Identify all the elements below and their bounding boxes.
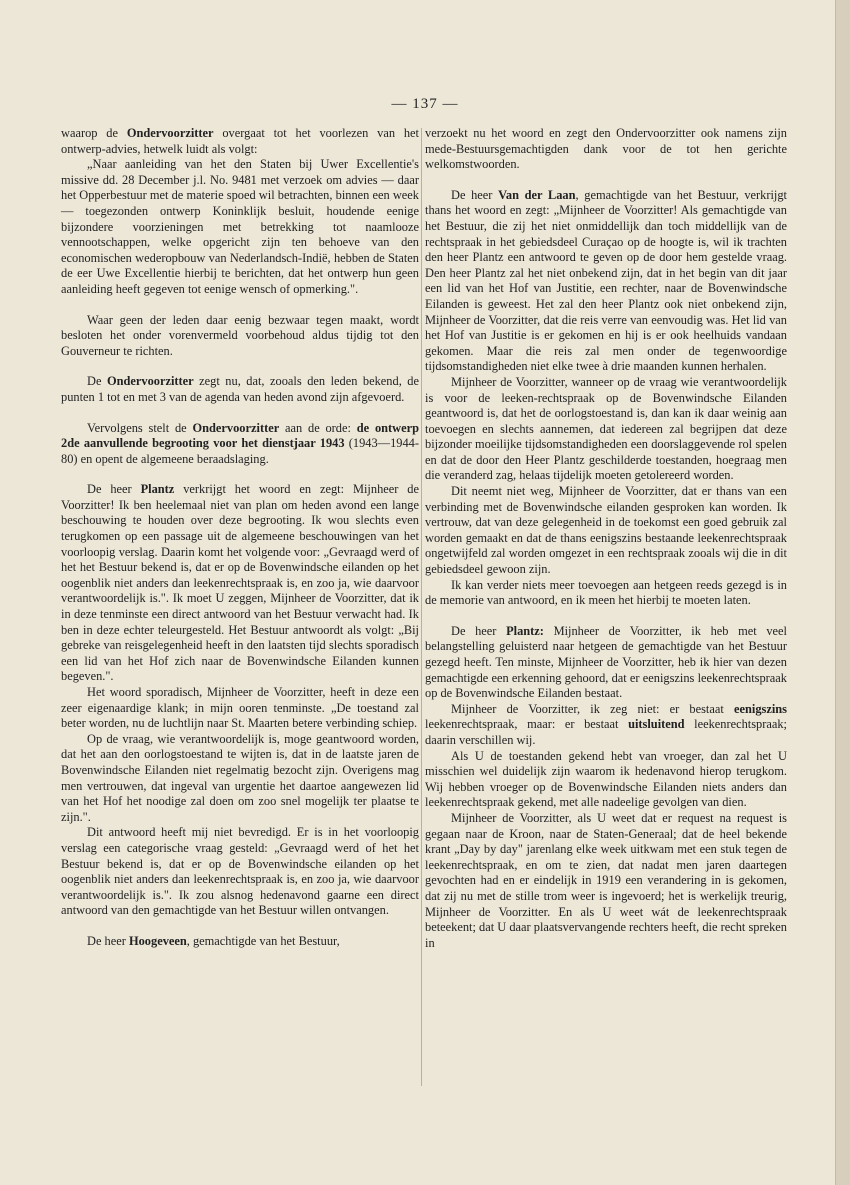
paragraph: Mijnheer de Voorzitter, als U weet dat er request na request is gegaan naar de Kroon, naar de Staten-Generaal; dat de heel bekende krant „Day by day" jarenlang elke week uitkwam met een stuk tegen de leekenrechtspraak, en om te zien, dat nadat men jaren daartegen gevochten had en er eindelijk in 1919 een verandering in is gekomen, dat zij nu met de stille trom weer is ingevoerd; het is werkelijk treurig, Mijnheer de Voorzitter. En als U weet wát de leekenrechtspraak beteekent; dat U daar plaatsvervangende rechters heeft, die recht spreken in (425, 810, 787, 950)
bold-name: Hoogeveen (128, 933, 187, 948)
paragraph: Mijnheer de Voorzitter, wanneer op de vraag wie verantwoordelijk is voor de leeken-rechtspraak op de Bovenwindsche Eilanden geantwoord is, dat het de oorlogstoestand is, dan kan ik daar weinig aan toevoegen en slechts aannemen, dat iedereen zal begrijpen dat deze bijzonder moeilijke tijdsomstandigheden een doorslaggevende rol spelen en dat de door den Heer Plantz geschilderde toestanden, hoegraag men die veranderd zag, helaas tijdelijk moeten getolereerd worden. (425, 374, 787, 483)
paragraph: Op de vraag, wie verantwoordelijk is, moge geantwoord worden, dat het aan den oorlogstoestand te wijten is, dat in de laatste jaren de Bovenwindsche Eilanden niet regelmatig bezocht zijn. Overigens mag men vertrouwen, dat ingeval van urgentie het daartoe aangewezen lid van het Hof het noodige zal doen om zoo snel mogelijk ter plaatse te zijn.". (61, 731, 419, 824)
paragraph: De heer Van der Laan, gemachtigde van het Bestuur, verkrijgt thans het woord en zegt: „Mijnheer de Voorzitter! Als gemachtigde van het Bestuur, die zij het niet onmiddellijk dan toch middellijk van de rechtspraak in het gebiedsdeel Curaçao op de hoogte is, wil ik trachten den heer Plantz een antwoord te geven op de door hem gestelde vraag. Den heer Plantz zal het niet onbekend zijn, dat in het begin van dit jaar een lid van het Hof van Justitie, een rechter, naar de Bovenwindsche Eilanden is geweest. Het zal den heer Plantz ook niet onbekend zijn, Mijnheer de Voorzitter, dat die reis verre van eenvoudig was. Het lid van het Hof van Justitie is er gekomen en hij is er ook heelhuids vandaan gekomen. Maar die reis zal men onder de tegenwoordige tijdsomstandigheden niet elke twee à drie maanden kunnen herhalen. (425, 187, 787, 374)
paragraph: De heer Plantz verkrijgt het woord en zegt: Mijnheer de Voorzitter! Ik ben heelemaal niet van plan om heden avond een lange beschouwing te houden over deze begrooting. Ik wou slechts even terugkomen op een passage uit de algemeene beschouwingen van het voorloopig verslag. Daarin komt het volgende voor: „Gevraagd werd of het het Bestuur bekend is, dat er op de Bovenwindsche eilanden op het oogenblik niet anders dan leekenrechtspraak is, en zoo ja, wie daarvoor verantwoordelijk is.". Ik moet U zeggen, Mijnheer de Voorzitter, dat ik in deze tenminste een direct antwoord van het Bestuur verwacht had. Ik ben in deze echter teleurgesteld. Het Bestuur antwoordt als volgt: „Bij gebreke van reisgelegenheid heeft in den laatsten tijd slechts sporadisch een lid van het Hof zich naar de Bovenwindsche Eilanden kunnen begeven.". (61, 482, 419, 684)
paragraph: verzoekt nu het woord en zegt den Ondervoorzitter ook namens zijn mede-Bestuursgemachtigden dank voor de tot hen gerichte welkomstwoorden. (425, 126, 787, 172)
bold-name: uitsluitend (628, 717, 685, 732)
paragraph: Ik kan verder niets meer toevoegen aan hetgeen reeds gezegd is in de memorie van antwoord, en ik meen het hierbij te moeten laten. (425, 577, 787, 608)
bold-name: Ondervoorzitter (106, 374, 194, 389)
paragraph: Mijnheer de Voorzitter, ik zeg niet: er bestaat eenigszins leekenrechtspraak, maar: er bestaat uitsluitend leekenrechtspraak; daarin verschillen wij. (425, 701, 787, 747)
paragraph: Vervolgens stelt de Ondervoorzitter aan de orde: de ontwerp 2de aanvullende begrooting voor het dienstjaar 1943 (1943—1944-80) en opent de algemeene beraadslaging. (61, 420, 419, 466)
column-divider (421, 128, 422, 1086)
bold-name: Van der Laan (498, 187, 576, 202)
bold-name: Ondervoorzitter (126, 126, 214, 140)
paragraph: „Naar aanleiding van het den Staten bij Uwer Excellentie's missive dd. 28 December j.l. No. 9481 met verzoek om advies — daar het Opperbestuur met de materie spoed wil betrachten, binnen een week — toegezonden ontwerp Koninklijk besluit, houdende eenige bijzondere voorzieningen met betrekking tot naamlooze vennootschappen, welke opgericht zijn ten behoeve van den economischen wederopbouw van Nederlandsch-Indië, hebben de Staten de eer Uwe Excellentie hierbij te berichten, dat het ontwerp hun geen aanleiding heeft gegeven tot eenige wensch of opmerking.". (61, 157, 419, 296)
page-edge (835, 0, 850, 1185)
bold-name: eenigszins (733, 701, 787, 716)
paragraph: Het woord sporadisch, Mijnheer de Voorzitter, heeft in deze een zeer eigenaardige klank; in mijn ooren tenminste. „De toestand zal beter worden, nu de luchtlijn naar St. Maarten betere verbinding schiep. (61, 685, 419, 731)
bold-name: Plantz (140, 482, 175, 497)
left-column (61, 126, 419, 950)
paragraph: De heer Plantz: Mijnheer de Voorzitter, ik heb met veel belangstelling geluisterd naar hetgeen de gemachtigde van het Bestuur gezegd heeft. Ten minste, Mijnheer de Voorzitter, heb ik hier van dezen gemachtigde een erkenning gehoord, dat er eenigszins leekenrechtspraak op de Bovenwindsche Eilanden bestaat. (425, 623, 787, 701)
bold-name: de ontwerp 2de aanvullende begrooting voor het dienstjaar 1943 (61, 420, 419, 451)
bold-name: Ondervoorzitter (192, 420, 280, 435)
paragraph: Dit neemt niet weg, Mijnheer de Voorzitter, dat er thans van een verbinding met de Bovenwindsche eilanden gesproken kan worden. Ik vertrouw, dat van deze gelegenheid in de toekomst een goed gebruik zal worden gemaakt en dat de thans eenigszins bestaande leekenrechtspraak ongetwijfeld zal worden omgezet in een rechtspraak zooals wij die in dit gebiedsdeel gewoon zijn. (425, 484, 787, 577)
paragraph: Als U de toestanden gekend hebt van vroeger, dan zal het U misschien wel duidelijk zijn waarom ik hedenavond hierop terugkom. Wij hebben vroeger op de Bovenwindsche Eilanden niets anders dan leekenrechtspraak gekend, met alle nadeelige gevolgen van dien. (425, 748, 787, 810)
page-number: — 137 — (391, 96, 459, 112)
paragraph: Dit antwoord heeft mij niet bevredigd. Er is in het voorloopig verslag een categorische vraag gesteld: „Gevraagd werd of het het Bestuur bekend is, dat er op de Bovenwindsche eilanden op het oogenblik niet anders dan leekenrechtspraak is, en zoo ja, wie daarvoor verantwoordelijk is.". Ik zou alsnog hedenavond gaarne een direct antwoord van den gemachtigde van het Bestuur willen ontvangen. (61, 825, 419, 918)
paragraph: De Ondervoorzitter zegt nu, dat, zooals den leden bekend, de punten 1 tot en met 3 van de agenda van heden avond zijn afgevoerd. (61, 374, 419, 404)
paragraph: waarop de Ondervoorzitter overgaat tot het voorlezen van het ontwerp-advies, hetwelk luidt als volgt: (61, 126, 419, 156)
paragraph: Waar geen der leden daar eenig bezwaar tegen maakt, wordt besloten het onder vorenvermeld voorbehoud aldus tijdig tot den Gouverneur te richten. (61, 312, 419, 358)
bold-name: Plantz: (506, 623, 544, 638)
right-column (425, 126, 787, 951)
paragraph: De heer Hoogeveen, gemachtigde van het Bestuur, (87, 933, 340, 948)
